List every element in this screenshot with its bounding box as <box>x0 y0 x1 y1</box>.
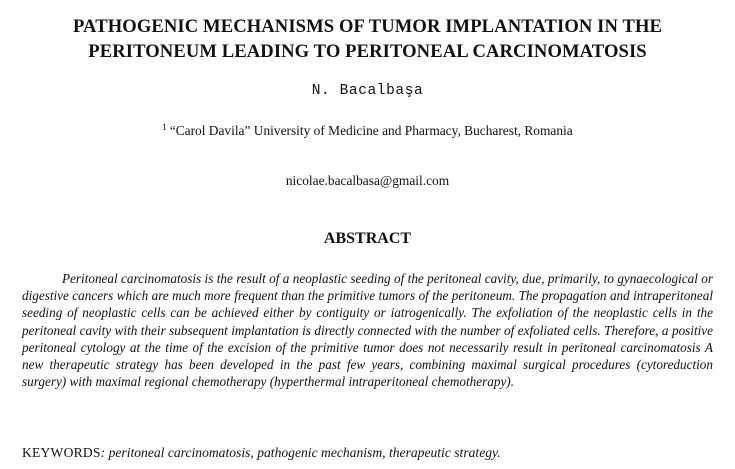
affiliation-text: “Carol Davila” University of Medicine and Pharmacy, Bucharest, Romania <box>169 123 573 138</box>
author-name: N. Bacalbaşa <box>311 83 424 99</box>
affiliation-marker: 1 <box>162 122 167 132</box>
keywords-label: KEYWORDS <box>22 445 101 460</box>
paper-title <box>10 14 725 64</box>
paper-title-line-1: PATHOGENIC MECHANISMS OF TUMOR IMPLANTATION IN THE <box>72 16 663 37</box>
abstract-heading: ABSTRACT <box>323 230 412 247</box>
keywords-colon: : <box>100 445 106 460</box>
author-email: nicolae.bacalbasa@gmail.com <box>285 173 450 188</box>
abstract-body: Peritoneal carcinomatosis is the result of a neoplastic seeding of the peritoneal cavity, due, primarily, to gynaecological or digestive cancers which are much more frequent than the primitive tumors of the peritoneum. The propagation and intraperitoneal seeding of neoplastic cells can be achieved either by contiguity or iatrogenically. The exfoliation of the neoplastic cells in the peritoneal cavity with their subsequent implantation is directly connected with the number of exfoliated cells. Therefore, a positive peritoneal cytology at the time of the excision of the primitive tumor does not necessarily result in peritoneal carcinomatosis A new therapeutic strategy has been developed in the past few years, combining maximal surgical procedures (cytoreduction surgery) with maximal regional chemotherapy (hyperthermal intraperitoneal chemotherapy). <box>22 271 713 390</box>
affiliation <box>0 118 735 140</box>
keywords-list: peritoneal carcinomatosis, pathogenic mechanism, therapeutic strategy. <box>105 445 501 460</box>
keywords-line <box>22 444 722 462</box>
paper-title-line-2: PERITONEUM LEADING TO PERITONEAL CARCINOMATOSIS <box>88 41 647 62</box>
